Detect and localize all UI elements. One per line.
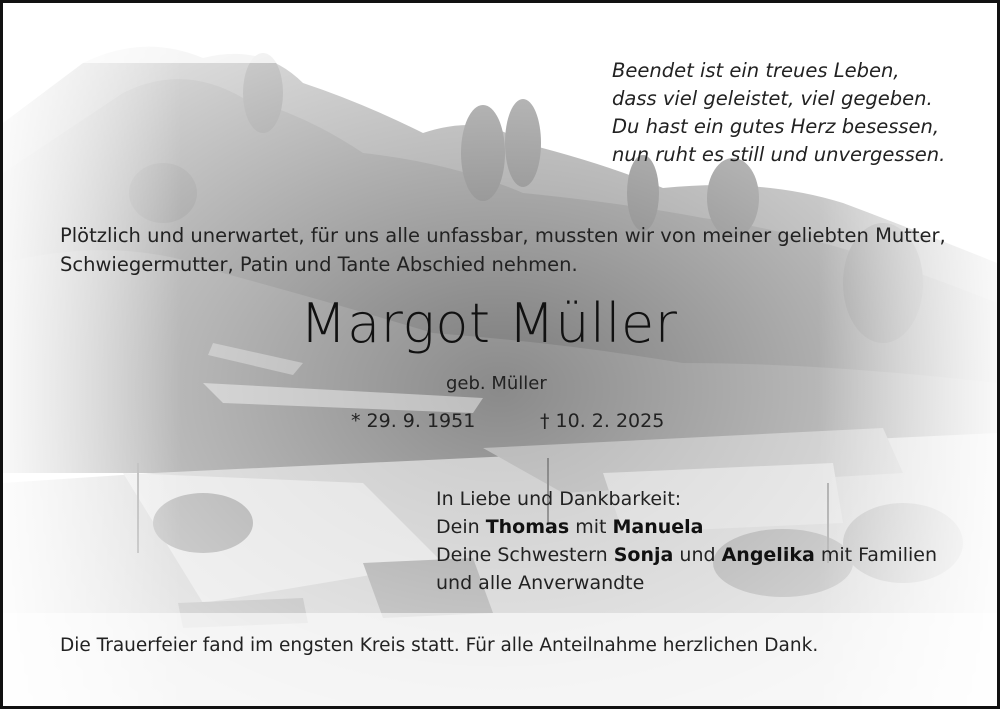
family-text: Dein [436, 516, 486, 538]
poem-line: Du hast ein gutes Herz besessen, [612, 115, 940, 138]
family-text: und [673, 544, 722, 566]
family-text: mit Familien [814, 544, 938, 566]
family-text: mit [569, 516, 613, 538]
family-line: und alle Anverwandte [436, 572, 645, 594]
family-line [436, 513, 937, 541]
poem-line: nun ruht es still und unvergessen. [612, 143, 946, 166]
family-text: Deine Schwestern [436, 544, 614, 566]
birth-name: geb. Müller [446, 373, 547, 394]
family-name: Angelika [721, 544, 815, 566]
poem [612, 57, 945, 169]
family-name: Manuela [612, 516, 704, 538]
poem-line: Beendet ist ein treues Leben, [612, 59, 900, 82]
intro-line: Schwiegermutter, Patin und Tante Abschied nehmen. [60, 253, 578, 276]
family-name: Thomas [485, 516, 570, 538]
death-date: † 10. 2. 2025 [540, 410, 665, 432]
birth-date: * 29. 9. 1951 [351, 410, 476, 432]
family-line [436, 541, 937, 569]
intro-line: Plötzlich und unerwartet, für uns alle unfassbar, mussten wir von meiner geliebten Mutter, [60, 224, 946, 247]
family-section [436, 485, 937, 597]
poem-line: dass viel geleistet, viel gegeben. [612, 87, 933, 110]
family-heading: In Liebe und Dankbarkeit: [436, 488, 682, 510]
deceased-name: Margot Müller [300, 292, 678, 355]
closing-text: Die Trauerfeier fand im engsten Kreis statt. Für alle Anteilnahme herzlichen Dank. [60, 635, 819, 656]
family-name: Sonja [613, 544, 674, 566]
intro-text [60, 221, 946, 279]
